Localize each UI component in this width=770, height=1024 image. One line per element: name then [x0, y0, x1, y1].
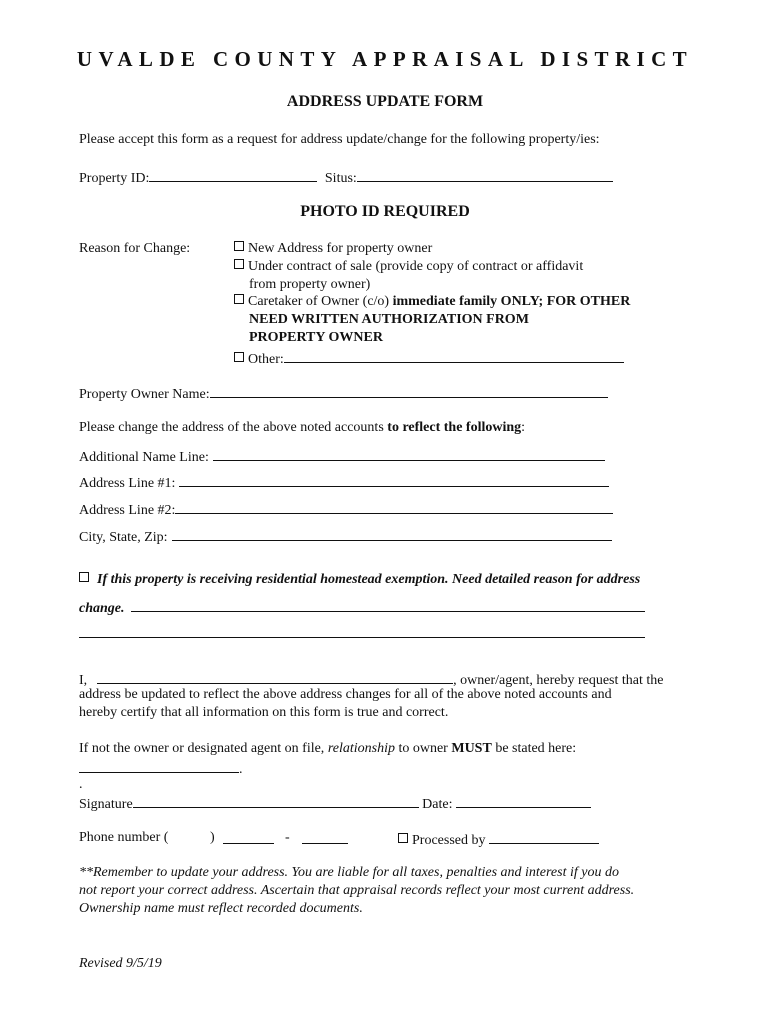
additional-name-label: Additional Name Line:	[79, 450, 209, 465]
city-state-zip-field[interactable]	[172, 527, 612, 541]
certify-suffix: , owner/agent, hereby request that the	[453, 673, 664, 688]
other-label: Other:	[248, 352, 284, 367]
caretaker-checkbox[interactable]	[234, 294, 244, 304]
property-id-label: Property ID:	[79, 171, 150, 186]
owner-name-row	[79, 384, 608, 403]
reason-label: Reason for Change:	[79, 241, 191, 256]
new-address-label: New Address for property owner	[248, 241, 433, 256]
processed-label: Processed by	[412, 833, 486, 848]
certify-prefix: I,	[79, 673, 88, 688]
reminder-line2: not report your correct address. Ascertain that appraisal records reflect your most current address.	[79, 883, 635, 898]
homestead-text: If this property is receiving residential homestead exemption. Need detailed reason for address	[97, 572, 641, 587]
city-state-zip-label: City, State, Zip:	[79, 530, 168, 545]
homestead-change-row	[79, 598, 645, 617]
relationship-field-row: .	[79, 759, 243, 778]
homestead-reason-field-2[interactable]	[79, 637, 645, 638]
address-line1-label: Address Line #1:	[79, 476, 176, 491]
reason-option-other	[234, 349, 624, 368]
property-id-row	[79, 168, 613, 187]
signature-field[interactable]	[133, 794, 419, 808]
address-line1-row	[79, 473, 609, 492]
property-id-field[interactable]	[149, 168, 317, 182]
caretaker-bold-line1: immediate family ONLY; FOR OTHER	[392, 294, 631, 309]
contract-checkbox[interactable]	[234, 259, 244, 269]
homestead-checkbox[interactable]	[79, 572, 89, 582]
processed-by-field[interactable]	[489, 830, 599, 844]
homestead-reason-field[interactable]	[131, 598, 645, 612]
contract-label-line2: from property owner)	[249, 277, 371, 292]
stray-dot: .	[79, 777, 83, 792]
owner-name-label: Property Owner Name:	[79, 387, 210, 402]
situs-field[interactable]	[357, 168, 613, 182]
date-field[interactable]	[456, 794, 591, 808]
additional-name-row	[79, 447, 605, 466]
caretaker-bold-line2: NEED WRITTEN AUTHORIZATION FROM	[249, 312, 529, 327]
revised-date: Revised 9/5/19	[79, 956, 162, 971]
other-checkbox[interactable]	[234, 352, 244, 362]
phone-area-close: )	[210, 830, 215, 845]
reason-option-caretaker	[234, 294, 630, 310]
intro-text: Please accept this form as a request for address update/change for the following property/ies:	[79, 132, 600, 147]
address-line2-label: Address Line #2:	[79, 503, 176, 518]
phone-prefix-field[interactable]	[223, 843, 274, 844]
situs-label: Situs:	[324, 171, 357, 186]
owner-name-field[interactable]	[210, 384, 608, 398]
new-address-checkbox[interactable]	[234, 241, 244, 251]
phone-line-field[interactable]	[302, 843, 348, 844]
relationship-row: If not the owner or designated agent on file, relationship to owner MUST be stated here:	[79, 741, 577, 756]
reminder-line3: Ownership name must reflect recorded documents.	[79, 901, 363, 916]
certify-name-field[interactable]	[97, 670, 453, 684]
other-field[interactable]	[284, 349, 624, 363]
city-state-zip-row	[79, 527, 612, 546]
signature-row	[79, 794, 591, 813]
processed-row	[398, 830, 599, 849]
signature-label: Signature	[79, 797, 133, 812]
processed-checkbox[interactable]	[398, 833, 408, 843]
change-instruction: Please change the address of the above noted accounts to reflect the following:	[79, 420, 526, 435]
address-line2-field[interactable]	[175, 500, 613, 514]
reason-option-new-address	[234, 241, 432, 257]
form-title: ADDRESS UPDATE FORM	[286, 93, 484, 110]
caretaker-bold-line3: PROPERTY OWNER	[249, 330, 383, 345]
photo-id-heading: PHOTO ID REQUIRED	[300, 203, 470, 220]
homestead-row	[79, 572, 640, 588]
contract-label-line1: Under contract of sale (provide copy of contract or affidavit	[248, 259, 584, 274]
phone-dash: -	[285, 830, 290, 845]
certify-line2: address be updated to reflect the above address changes for all of the above noted accounts and	[79, 687, 612, 702]
phone-label: Phone number (	[79, 830, 169, 845]
address-line2-row	[79, 500, 613, 519]
address-line1-field[interactable]	[179, 473, 609, 487]
reason-option-contract	[234, 259, 583, 275]
relationship-field[interactable]	[79, 759, 239, 773]
district-title: UVALDE COUNTY APPRAISAL DISTRICT	[76, 47, 694, 71]
homestead-change-label: change.	[79, 601, 125, 616]
caretaker-label: Caretaker of Owner (c/o)	[248, 294, 393, 309]
reminder-line1: **Remember to update your address. You are liable for all taxes, penalties and interest if you do	[79, 865, 619, 880]
additional-name-field[interactable]	[213, 447, 605, 461]
date-label: Date:	[422, 797, 453, 812]
certify-line3: hereby certify that all information on this form is true and correct.	[79, 705, 449, 720]
